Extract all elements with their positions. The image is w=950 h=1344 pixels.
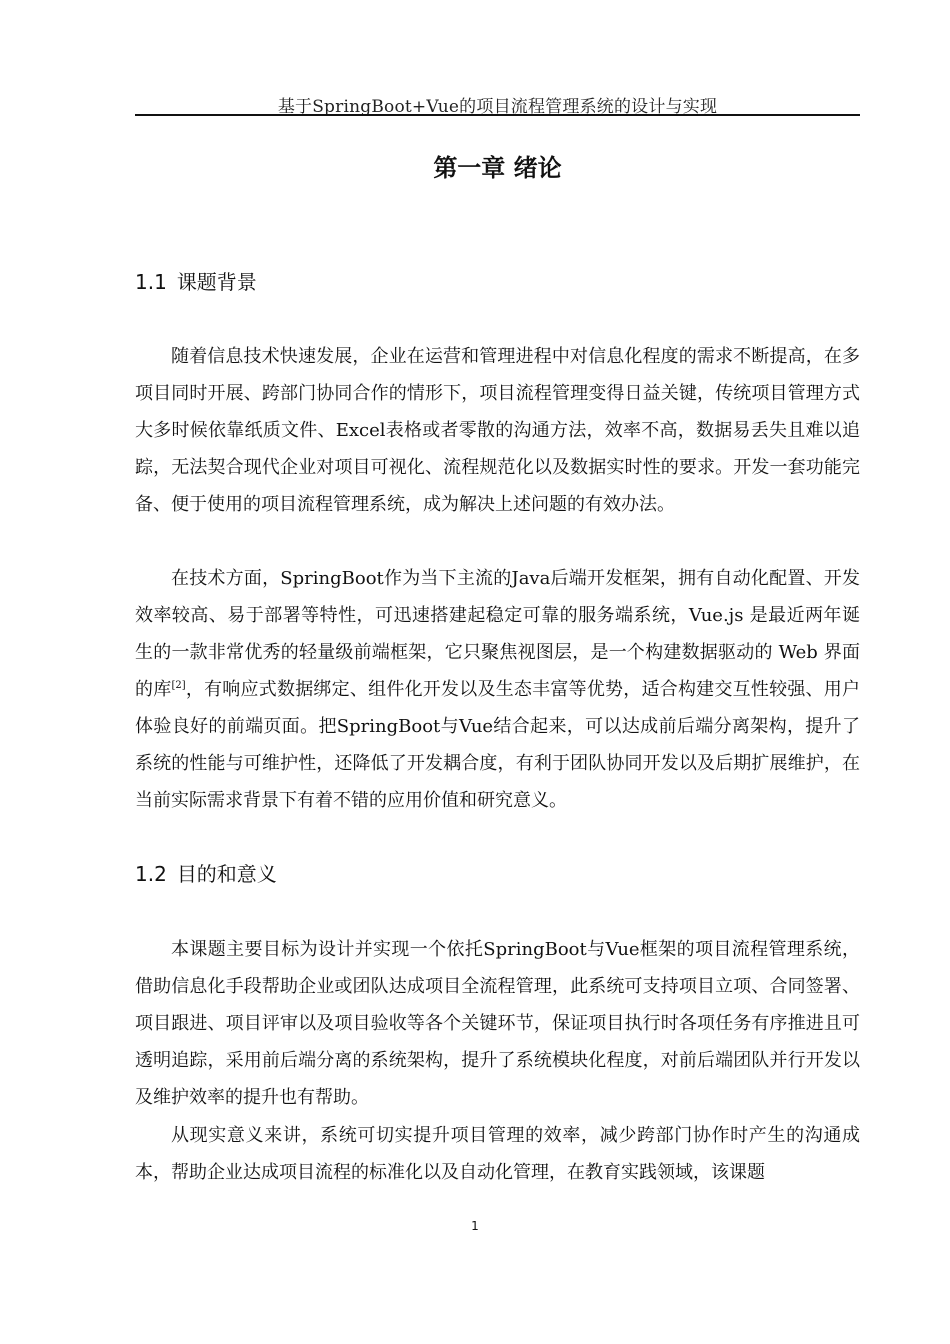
- paragraph-text: ，有响应式数据绑定、组件化开发以及生态丰富等优势，适合构建交互性较强、用户体验良好的前端页面。把SpringBoot与Vue结合起来，可以达成前后端分离架构，提升了系统的性能与可维护性，还降低了开发耦合度，有利于团队协同开发以及后期扩展维护，在当前实际需求背景下有着不错的应用价值和研究意义。: [135, 679, 860, 811]
- section-title: 目的和意义: [176, 862, 277, 886]
- chapter-title: 第一章 绪论: [433, 154, 562, 182]
- paragraph-text: 在技术方面，SpringBoot作为当下主流的Java后端开发框架，拥有自动化配置、开发效率较高、易于部署等特性，可迅速搭建起稳定可靠的服务端系统，Vue.js 是最近两年诞生的一款非常优秀的轻量级前端框架，它只聚焦视图层，是一个构建数据驱动的 Web 界面的库: [135, 568, 860, 700]
- paragraph-background-1: 随着信息技术快速发展，企业在运营和管理进程中对信息化程度的需求不断提高，在多项目同时开展、跨部门协同合作的情形下，项目流程管理变得日益关键，传统项目管理方式大多时候依靠纸质文件、Excel表格或者零散的沟通方法，效率不高，数据易丢失且难以追踪，无法契合现代企业对项目可视化、流程规范化以及数据实时性的要求。开发一套功能完备、便于使用的项目流程管理系统，成为解决上述问题的有效办法。: [135, 346, 860, 515]
- section-heading-1-2: [135, 858, 860, 887]
- running-header: 基于SpringBoot+Vue的项目流程管理系统的设计与实现: [277, 97, 718, 117]
- paragraph-purpose-2: 从现实意义来讲，系统可切实提升项目管理的效率，减少跨部门协作时产生的沟通成本，帮助企业达成项目流程的标准化以及自动化管理，在教育实践领域，该课题: [135, 1125, 860, 1183]
- citation-marker: [2]: [171, 680, 186, 691]
- section-number: 1.1: [135, 270, 167, 294]
- paragraph-background-2: [135, 560, 860, 819]
- section-heading-1-1: [135, 266, 860, 295]
- paragraph-purpose-1: 本课题主要目标为设计并实现一个依托SpringBoot与Vue框架的项目流程管理系统，借助信息化手段帮助企业或团队达成项目全流程管理，此系统可支持项目立项、合同签署、项目跟进、项目评审以及项目验收等各个关键环节，保证项目执行时各项任务有序推进且可透明追踪，采用前后端分离的系统架构，提升了系统模块化程度，对前后端团队并行开发以及维护效率的提升也有帮助。: [135, 939, 860, 1108]
- header-rule: [135, 114, 860, 116]
- section-number: 1.2: [135, 862, 167, 886]
- page-number: 1: [471, 1219, 479, 1233]
- section-title: 课题背景: [176, 270, 257, 294]
